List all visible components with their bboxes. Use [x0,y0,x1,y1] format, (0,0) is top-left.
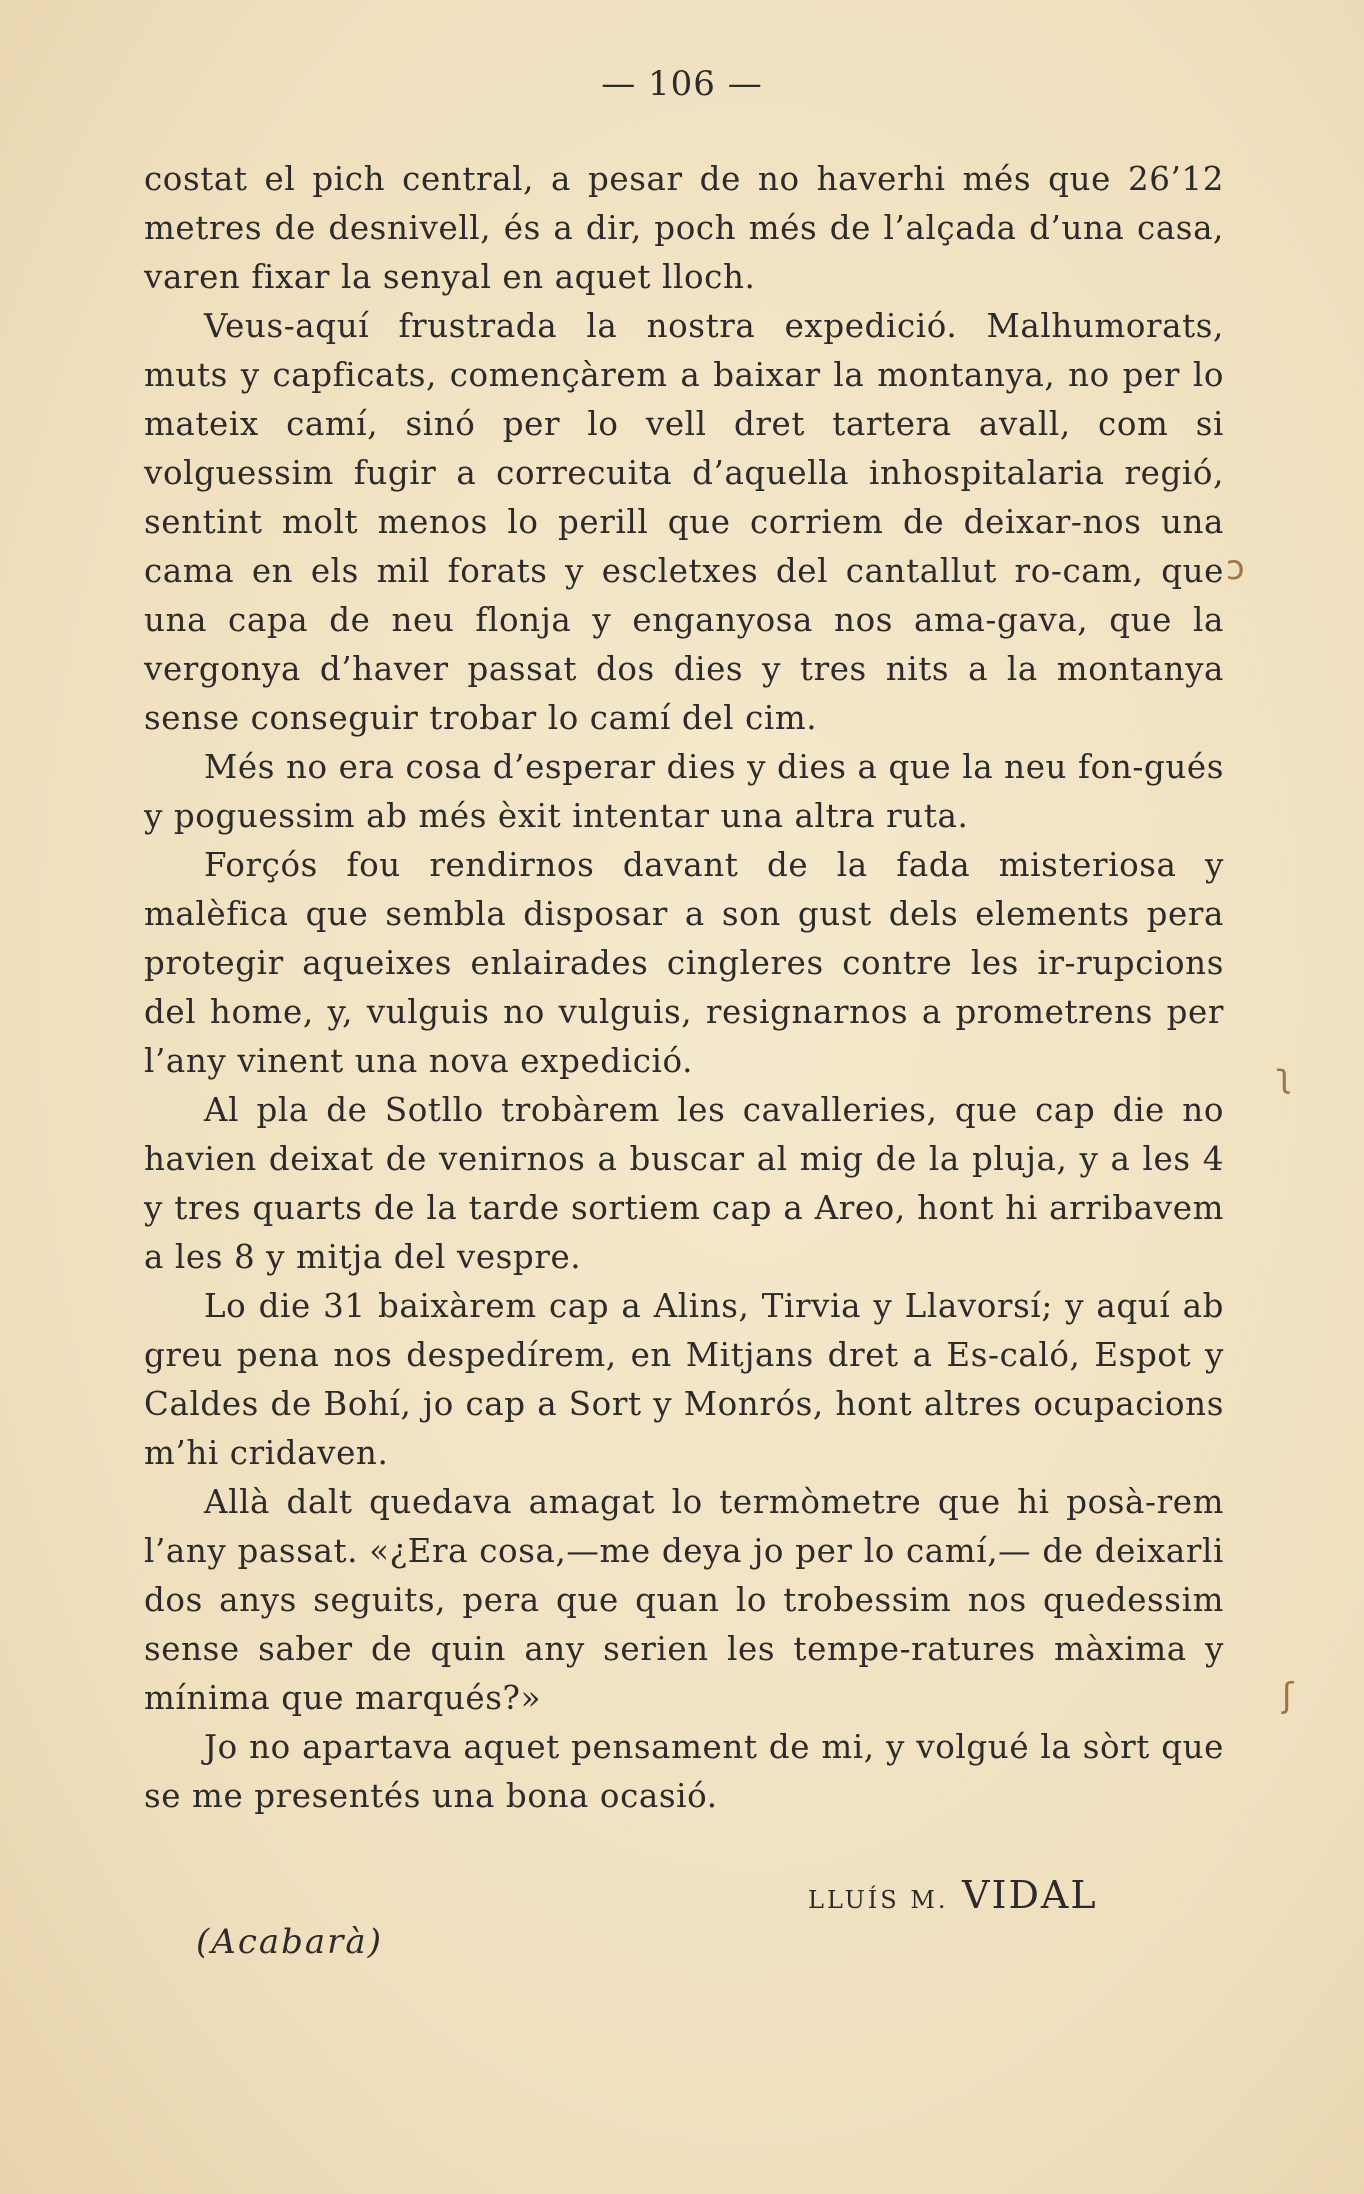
author-surname: VIDAL [962,1873,1098,1917]
paragraph: Allà dalt quedava amagat lo termòmetre que hi posà-rem l’any passat. «¿Era cosa,—me deya jo per lo camí,— de deixarli dos anys seguits, pera que quan lo trobessim nos quedessim sense saber de quin any serien les tempe-ratures màxima y mínima que marqués?» [144,1483,1224,1717]
author-first-name: LLUÍS M. [808,1886,949,1914]
paragraph: Veus-aquí frustrada la nostra expedició. Malhumorats, muts y capficats, començàrem a baixar la montanya, no per lo mateix camí, sinó per lo vell dret tartera avall, com si volguessim fugir a correcuita d’aquella inhospitalaria regió, sentint molt menos lo perill que corriem de deixar-nos una cama en els mil forats y escletxes del cantallut ro-cam, que una capa de neu flonja y enganyosa nos ama-gava, que la vergonya d’haver passat dos dies y tres nits a la montanya sense conseguir trobar lo camí del cim. [144,307,1224,737]
margin-mark-icon: ↄ [1226,548,1245,588]
paragraph: Més no era cosa d’esperar dies y dies a que la neu fon-gués y poguessim ab més èxit intentar una altra ruta. [144,748,1224,835]
page-number: — 106 — [601,64,763,104]
paragraph: Lo die 31 baixàrem cap a Alins, Tirvia y Llavorsí; y aquí ab greu pena nos despedírem, en Mitjans dret a Es-caló, Espot y Caldes de Bohí, jo cap a Sort y Monrós, hont altres ocupacions m’hi cridaven. [144,1287,1224,1472]
margin-mark-icon: ʃ [1282,1676,1294,1716]
body-text [144,155,1224,1821]
paragraph: Al pla de Sotllo trobàrem les cavalleries, que cap die no havien deixat de venirnos a buscar al mig de la pluja, y a les 4 y tres quarts de la tarde sortiem cap a Areo, hont hi arribavem a les 8 y mitja del vespre. [144,1091,1224,1276]
author-signature [808,1873,1098,1917]
margin-mark-icon: ʅ [1276,1056,1292,1096]
paragraph: Forçós fou rendirnos davant de la fada misteriosa y malèfica que sembla disposar a son gust dels elements pera protegir aqueixes enlairades cingleres contre les ir-rupcions del home, y, vulguis no vulguis, resignarnos a prometrens per l’any vinent una nova expedició. [144,846,1224,1080]
paragraph: Jo no apartava aquet pensament de mi, y volgué la sòrt que se me presentés una bona ocasió. [144,1728,1224,1815]
paragraph: costat el pich central, a pesar de no haverhi més que 26’12 metres de desnivell, és a dir, poch més de l’alçada d’una casa, varen fixar la senyal en aquet lloch. [144,160,1224,296]
continued-note: (Acabarà) [196,1922,383,1962]
